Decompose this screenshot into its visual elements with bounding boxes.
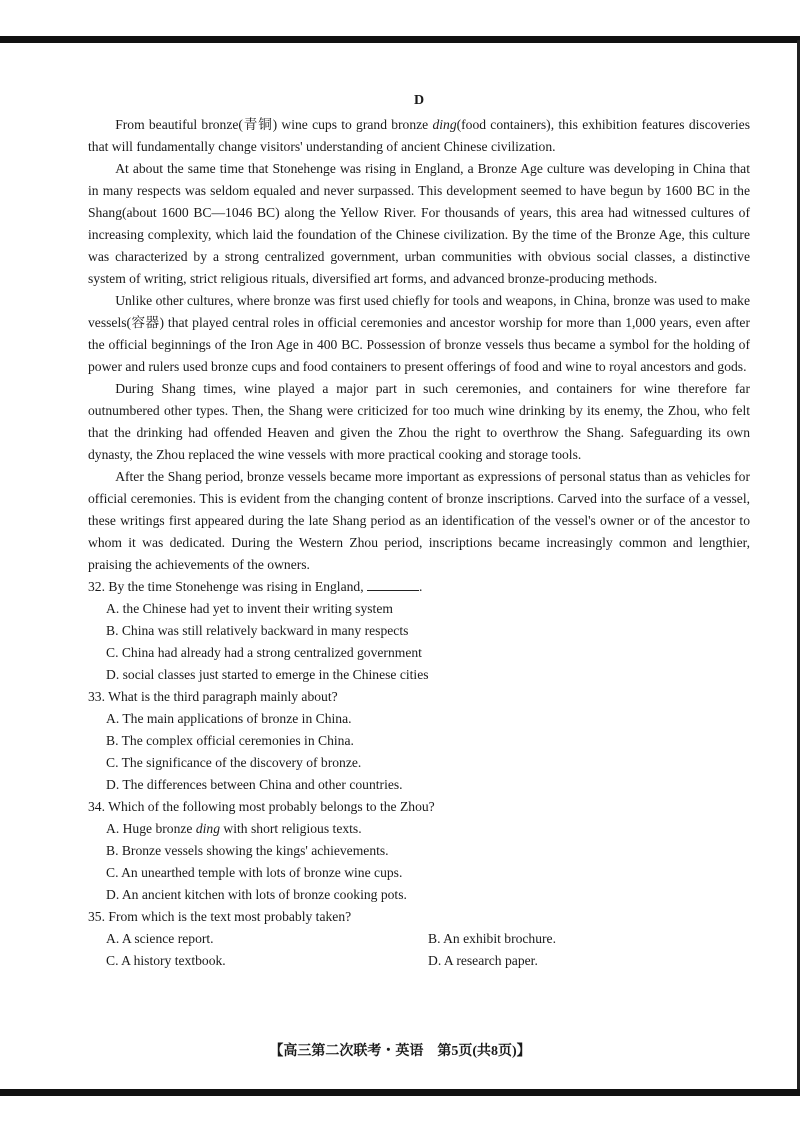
paragraph-2: At about the same time that Stonehenge was rising in England, a Bronze Age culture was developing in China that in many respects was seldom equaled and never surpassed. This development seemed to have begun by 1600 BC in the Shang(about 1600 BC—1046 BC) along the Yellow River. For thousands of years, this area had witnessed cultures of increasing complexity, which laid the foundation of the Chinese civilization. By the time of the Bronze Age, this culture was characterized by a strong centralized government, urban communities with obvious social classes, a distinctive system of writing, strict religious rituals, diversified art forms, and advanced bronze-producing methods.: [88, 161, 750, 286]
option: A. The main applications of bronze in China.: [106, 711, 352, 726]
reading-passage: [88, 90, 750, 972]
option: D. The differences between China and other countries.: [106, 777, 403, 792]
option: C. An unearthed temple with lots of bronze wine cups.: [106, 865, 403, 880]
option-row: [106, 950, 750, 972]
option: A. the Chinese had yet to invent their writing system: [106, 601, 393, 616]
italic-term: ding: [432, 117, 457, 132]
question-33: 33. What is the third paragraph mainly about?: [88, 689, 338, 704]
answer-blank: [367, 578, 419, 591]
option: A. A science report.: [106, 931, 214, 946]
option: C. A history textbook.: [106, 953, 226, 968]
option: B. China was still relatively backward in many respects: [106, 623, 409, 638]
question-35: 35. From which is the text most probably taken?: [88, 909, 352, 924]
paragraph-5: After the Shang period, bronze vessels became more important as expressions of personal status than as vehicles for official ceremonies. This is evident from the changing content of bronze inscriptions. Carved into the surface of a vessel, these writings first appeared during the late Shang period as an identification of the vessel's owner or of the ancestor to whom it was dedicated. During the Western Zhou period, inscriptions became increasingly common and lengthier, praising the achievements of the owners.: [88, 469, 750, 572]
question-34: 34. Which of the following most probably belongs to the Zhou?: [88, 799, 435, 814]
option: B. Bronze vessels showing the kings' achievements.: [106, 843, 389, 858]
section-heading: D: [413, 93, 425, 108]
italic-term: ding: [195, 821, 221, 836]
option: D. An ancient kitchen with lots of bronze cooking pots.: [106, 887, 407, 902]
paragraph-1: From beautiful bronze(青铜) wine cups to grand bronze ding(food containers), this exhibition features discoveries that will fundamentally change visitors' understanding of ancient Chinese civilization.: [88, 117, 750, 154]
option: C. The significance of the discovery of bronze.: [106, 755, 362, 770]
paragraph-4: During Shang times, wine played a major part in such ceremonies, and containers for wine therefore far outnumbered other types. Then, the Shang were criticized for too much wine drinking by its enemy, the Zhou, who felt that the drinking had offended Heaven and given the Zhou the right to overthrow the Shang. Safeguarding its own dynasty, the Zhou replaced the wine vessels with more practical cooking and storage tools.: [88, 381, 750, 462]
page-footer: 【高三第二次联考・英语 第5页(共8页)】: [269, 1044, 531, 1059]
option-row: [106, 928, 750, 950]
option: B. An exhibit brochure.: [428, 931, 556, 946]
top-border-rule: [0, 36, 800, 43]
question-32: 32. By the time Stonehenge was rising in England, .: [88, 579, 423, 594]
option: D. social classes just started to emerge in the Chinese cities: [106, 667, 429, 682]
option: C. China had already had a strong centralized government: [106, 645, 422, 660]
option: A. Huge bronze ding with short religious texts.: [106, 821, 362, 836]
option: B. The complex official ceremonies in China.: [106, 733, 354, 748]
paragraph-3: Unlike other cultures, where bronze was first used chiefly for tools and weapons, in China, bronze was used to make vessels(容器) that played central roles in official ceremonies and ancestor worship for more than 1,000 years, even after the official beginnings of the Iron Age in 400 BC. Possession of bronze vessels thus became a symbol for the holding of power and rulers used bronze cups and food containers to present offerings of food and wine to royal ancestors and gods.: [88, 293, 750, 374]
bottom-border-rule: [0, 1089, 800, 1096]
option: D. A research paper.: [428, 953, 538, 968]
